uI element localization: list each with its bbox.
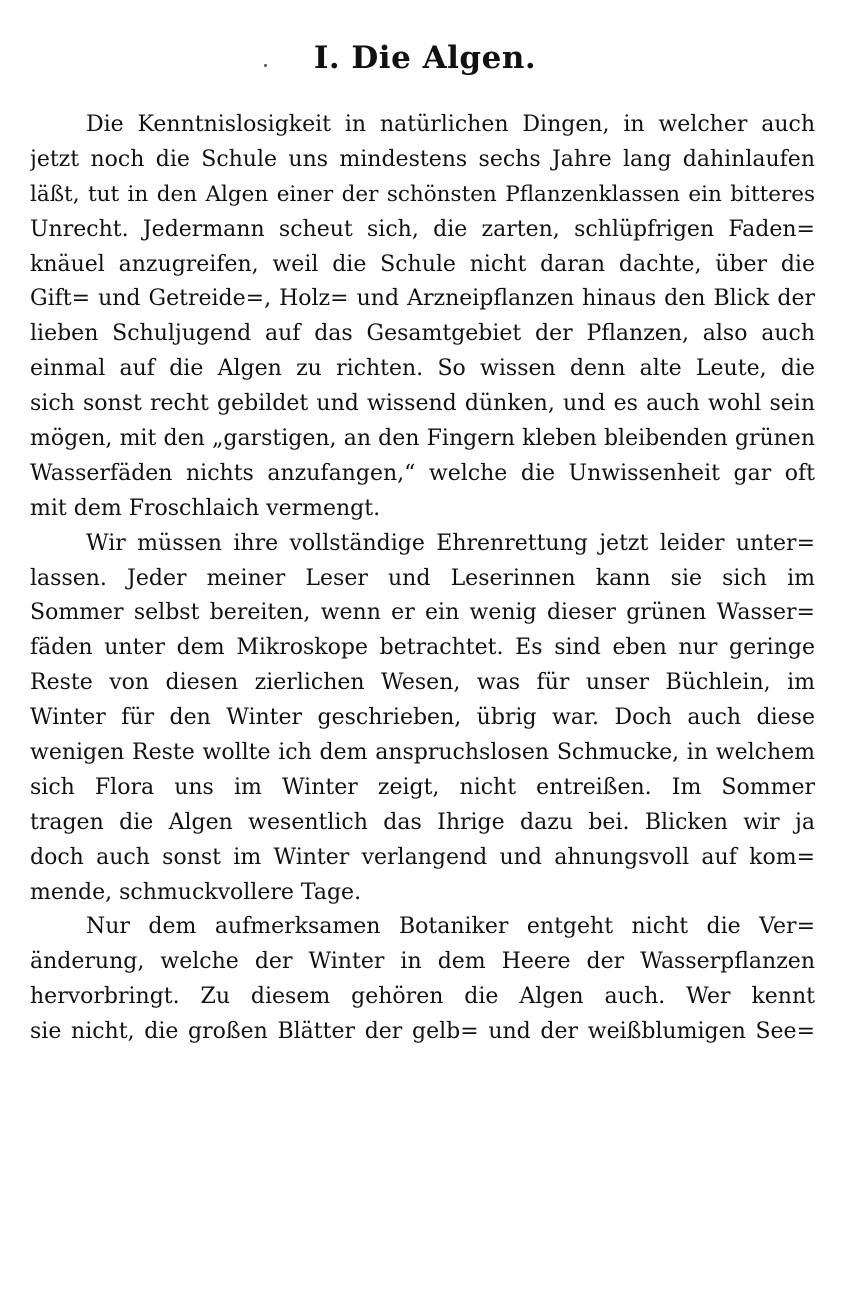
text-line: Sommer selbst bereiten, wenn er ein wenig dieser grünen Wasser=	[30, 600, 815, 626]
text-line: doch auch sonst im Winter verlangend und ahnungsvoll auf kom=	[30, 844, 815, 870]
text-line: Reste von diesen zierlichen Wesen, was für unser Büchlein, im	[30, 670, 815, 696]
text-line: Wasserfäden nichts anzufangen,“ welche die Unwissenheit gar oft	[30, 460, 815, 486]
text-line: jetzt noch die Schule uns mindestens sechs Jahre lang dahinlaufen	[30, 146, 815, 172]
text-line: mit dem Froschlaich vermengt.	[30, 495, 381, 521]
text-line: Unrecht. Jedermann scheut sich, die zarten, schlüpfrigen Faden=	[30, 216, 815, 242]
text-line: fäden unter dem Mikroskope betrachtet. Es sind eben nur geringe	[30, 635, 815, 661]
text-line: knäuel anzugreifen, weil die Schule nicht daran dachte, über die	[30, 251, 815, 277]
text-line: einmal auf die Algen zu richten. So wissen denn alte Leute, die	[30, 356, 815, 382]
text-line: sie nicht, die großen Blätter der gelb= und der weißblumigen See=	[30, 1019, 815, 1045]
text-line: Gift= und Getreide=, Holz= und Arzneipflanzen hinaus den Blick der	[30, 286, 815, 312]
chapter-title	[0, 36, 850, 80]
text-line: läßt, tut in den Algen einer der schönsten Pflanzenklassen ein bitteres	[30, 181, 815, 207]
text-line: hervorbringt. Zu diesem gehören die Algen auch. Wer kennt	[30, 984, 815, 1010]
text-line: sich Flora uns im Winter zeigt, nicht entreißen. Im Sommer	[30, 774, 815, 800]
text-line: lassen. Jeder meiner Leser und Leserinnen kann sie sich im	[30, 565, 815, 591]
body-text	[30, 108, 815, 1050]
text-line: Winter für den Winter geschrieben, übrig war. Doch auch diese	[30, 705, 815, 731]
text-line: Die Kenntnislosigkeit in natürlichen Dingen, in welcher auch	[86, 112, 815, 137]
text-line: lieben Schuljugend auf das Gesamtgebiet der Pflanzen, also auch	[30, 321, 815, 347]
text-line: wenigen Reste wollte ich dem anspruchslosen Schmucke, in welchem	[30, 740, 815, 766]
text-line: änderung, welche der Winter in dem Heere der Wasserpflanzen	[30, 949, 815, 975]
text-line: mögen, mit den „garstigen, an den Fingern kleben bleibenden grünen	[30, 426, 815, 452]
text-line: Wir müssen ihre vollständige Ehrenrettung jetzt leider unter=	[86, 530, 815, 556]
text-line: tragen die Algen wesentlich das Ihrige dazu bei. Blicken wir ja	[30, 809, 815, 835]
text-line: sich sonst recht gebildet und wissend dünken, und es auch wohl sein	[30, 391, 815, 417]
stray-dot	[264, 64, 267, 67]
text-line: Nur dem aufmerksamen Botaniker entgeht nicht die Ver=	[86, 914, 815, 940]
chapter-title-text: I. Die Algen.	[313, 40, 537, 76]
text-line: mende, schmuckvollere Tage.	[30, 879, 362, 905]
